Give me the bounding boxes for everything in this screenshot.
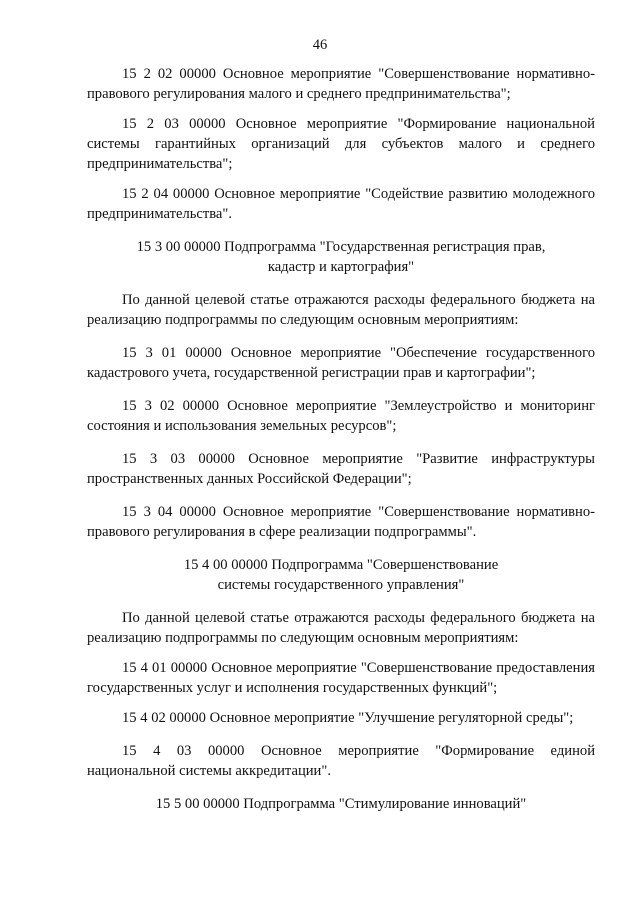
heading-line: 15 3 00 00000 Подпрограмма "Государственная регистрация прав, [136,239,546,255]
paragraph-expenses-intro: По данной целевой статье отражаются расходы федерального бюджета на реализацию подпрограммы по следующим основным мероприятиям: [87,610,595,646]
subprogram-heading-15-4 [87,555,595,595]
heading-line: системы государственного управления" [217,577,465,593]
paragraph-15-2-03: 15 2 03 00000 Основное мероприятие "Формирование национальной системы гарантийных организаций для субъектов малого и среднего предпринимательства"; [87,116,595,172]
paragraph-15-3-04: 15 3 04 00000 Основное мероприятие "Совершенствование нормативно-правового регулирования в сфере реализации подпрограммы". [87,504,595,540]
paragraph-15-4-03: 15 4 03 00000 Основное мероприятие "Формирование единой национальной системы аккредитации". [87,743,595,779]
paragraph-15-3-02: 15 3 02 00000 Основное мероприятие "Землеустройство и мониторинг состояния и использования земельных ресурсов"; [87,398,595,434]
paragraph-15-2-04: 15 2 04 00000 Основное мероприятие "Содействие развитию молодежного предпринимательства". [87,186,595,222]
heading-line: 15 5 00 00000 Подпрограмма "Стимулирование инноваций" [155,796,527,812]
subprogram-heading-15-3 [87,237,595,277]
paragraph-15-4-02: 15 4 02 00000 Основное мероприятие "Улучшение регуляторной среды"; [122,710,574,726]
paragraph-15-3-03: 15 3 03 00000 Основное мероприятие "Развитие инфраструктуры пространственных данных Российской Федерации"; [87,451,595,487]
paragraph-expenses-intro: По данной целевой статье отражаются расходы федерального бюджета на реализацию подпрограммы по следующим основным мероприятиям: [87,292,595,328]
paragraph-15-3-01: 15 3 01 00000 Основное мероприятие "Обеспечение государственного кадастрового учета, государственной регистрации прав и картографии"; [87,345,595,381]
subprogram-heading-15-5 [87,794,595,814]
paragraph-15-2-02: 15 2 02 00000 Основное мероприятие "Совершенствование нормативно-правового регулирования малого и среднего предпринимательства"; [87,66,595,102]
paragraph-15-4-01: 15 4 01 00000 Основное мероприятие "Совершенствование предоставления государственных услуг и исполнения государственных функций"; [87,660,595,696]
heading-line: 15 4 00 00000 Подпрограмма "Совершенствование [183,557,499,573]
heading-line: кадастр и картография" [267,259,415,275]
page-number: 46 [312,37,328,53]
document-body [87,64,595,827]
